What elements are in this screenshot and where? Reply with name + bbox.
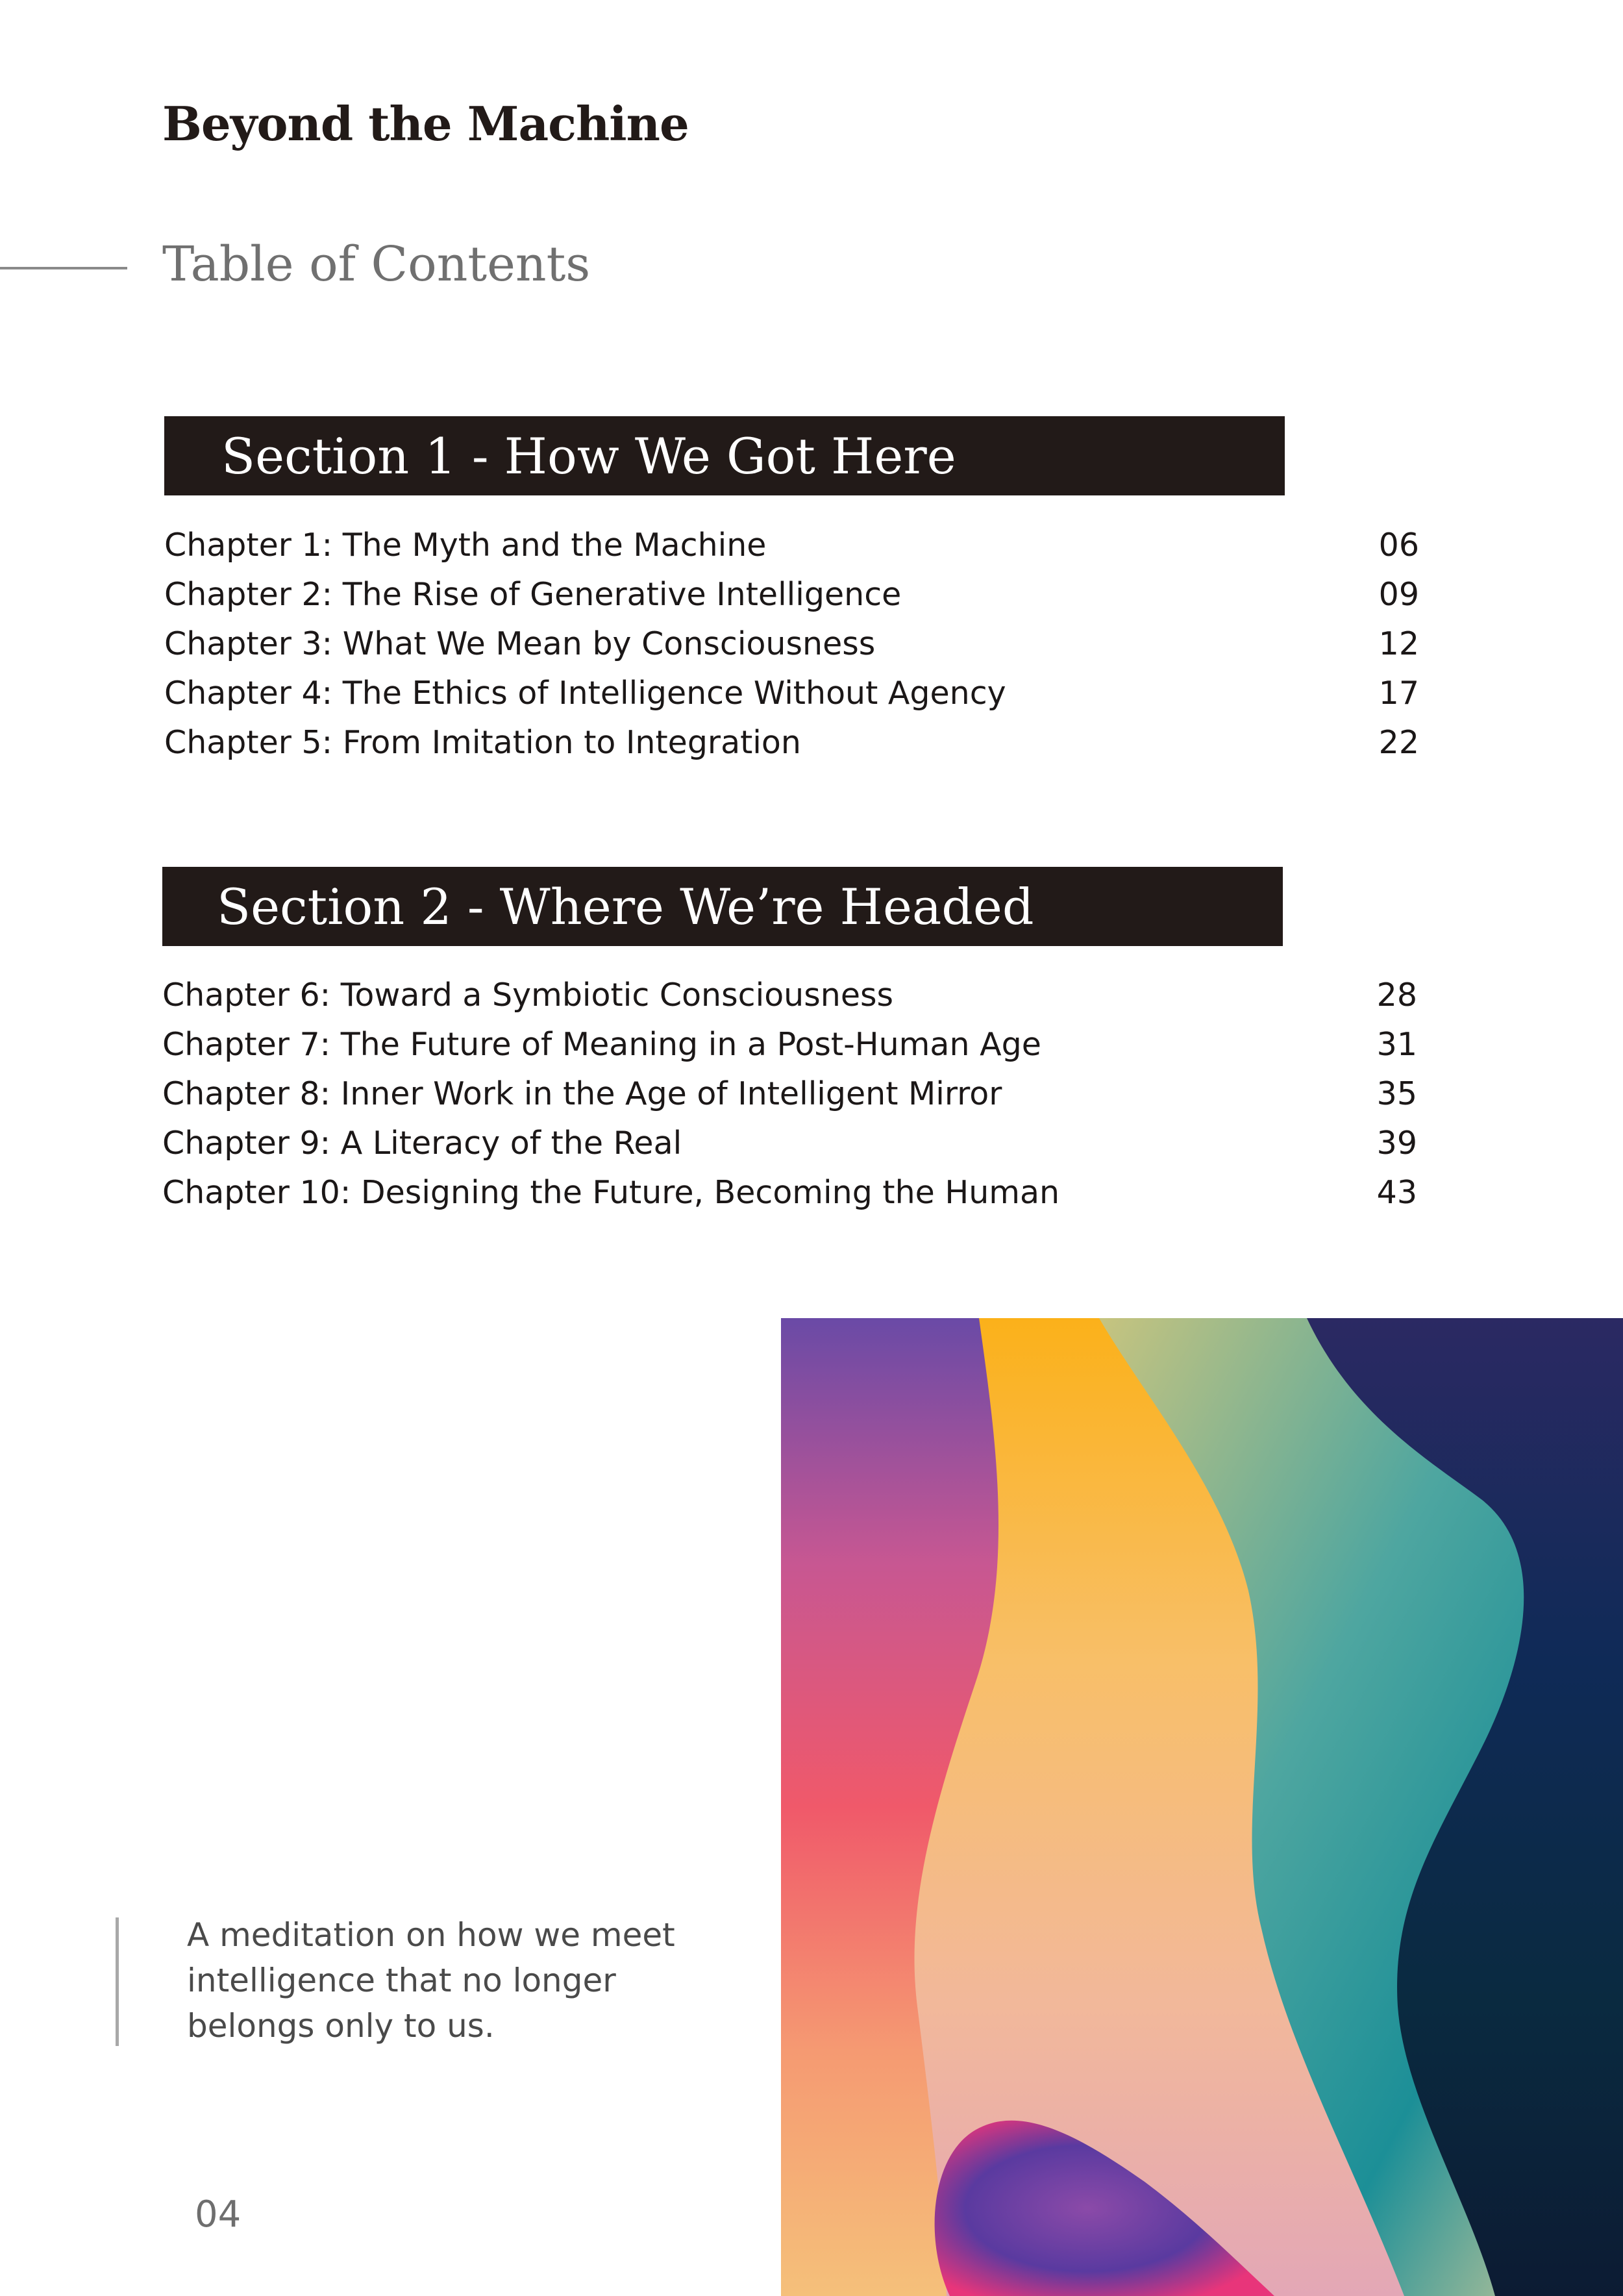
chapter-title: Chapter 9: A Literacy of the Real	[162, 1124, 682, 1162]
book-title: Beyond the Machine	[162, 96, 689, 151]
toc-entry-chapter-10[interactable]	[162, 1167, 1417, 1217]
chapter-page-number: 09	[1378, 575, 1419, 613]
section-2-title: Section 2 - Where We’re Headed	[217, 877, 1034, 936]
section-1-chapter-list	[164, 520, 1419, 767]
chapter-title: Chapter 8: Inner Work in the Age of Intelligent Mirror	[162, 1075, 1002, 1112]
section-1-header	[164, 416, 1285, 495]
chapter-title: Chapter 6: Toward a Symbiotic Consciousness	[162, 976, 894, 1014]
toc-entry-chapter-4[interactable]	[164, 668, 1419, 718]
toc-entry-chapter-7[interactable]	[162, 1019, 1417, 1069]
chapter-page-number: 39	[1376, 1124, 1417, 1162]
chapter-page-number: 35	[1376, 1075, 1417, 1112]
toc-entry-chapter-6[interactable]	[162, 970, 1417, 1019]
toc-entry-chapter-9[interactable]	[162, 1118, 1417, 1167]
chapter-page-number: 31	[1376, 1025, 1417, 1063]
tagline: A meditation on how we meet intelligence that no longer belongs only to us.	[187, 1916, 675, 2045]
chapter-page-number: 28	[1376, 976, 1417, 1014]
toc-entry-chapter-2[interactable]	[164, 569, 1419, 619]
chapter-title: Chapter 2: The Rise of Generative Intelligence	[164, 575, 902, 613]
toc-heading: Table of Contents	[162, 236, 591, 292]
chapter-title: Chapter 10: Designing the Future, Becoming the Human	[162, 1173, 1060, 1211]
section-1-title: Section 1 - How We Got Here	[221, 427, 956, 485]
page-number: 04	[195, 2193, 242, 2236]
chapter-page-number: 06	[1378, 526, 1419, 564]
section-2-header	[162, 867, 1283, 946]
toc-entry-chapter-3[interactable]	[164, 619, 1419, 668]
toc-entry-chapter-5[interactable]	[164, 718, 1419, 767]
toc-entry-chapter-8[interactable]	[162, 1069, 1417, 1118]
tagline-accent-bar	[116, 1917, 119, 2046]
chapter-page-number: 43	[1376, 1173, 1417, 1211]
toc-entry-chapter-1[interactable]	[164, 520, 1419, 569]
chapter-title: Chapter 4: The Ethics of Intelligence Without Agency	[164, 674, 1006, 712]
chapter-title: Chapter 7: The Future of Meaning in a Post-Human Age	[162, 1025, 1041, 1063]
abstract-gradient-artwork	[781, 1318, 1623, 2296]
section-2-chapter-list	[162, 970, 1417, 1217]
chapter-title: Chapter 5: From Imitation to Integration	[164, 723, 801, 761]
chapter-page-number: 22	[1378, 723, 1419, 761]
toc-heading-rule	[0, 267, 127, 269]
chapter-page-number: 17	[1378, 674, 1419, 712]
chapter-title: Chapter 3: What We Mean by Consciousness	[164, 625, 876, 662]
chapter-title: Chapter 1: The Myth and the Machine	[164, 526, 767, 564]
chapter-page-number: 12	[1378, 625, 1419, 662]
